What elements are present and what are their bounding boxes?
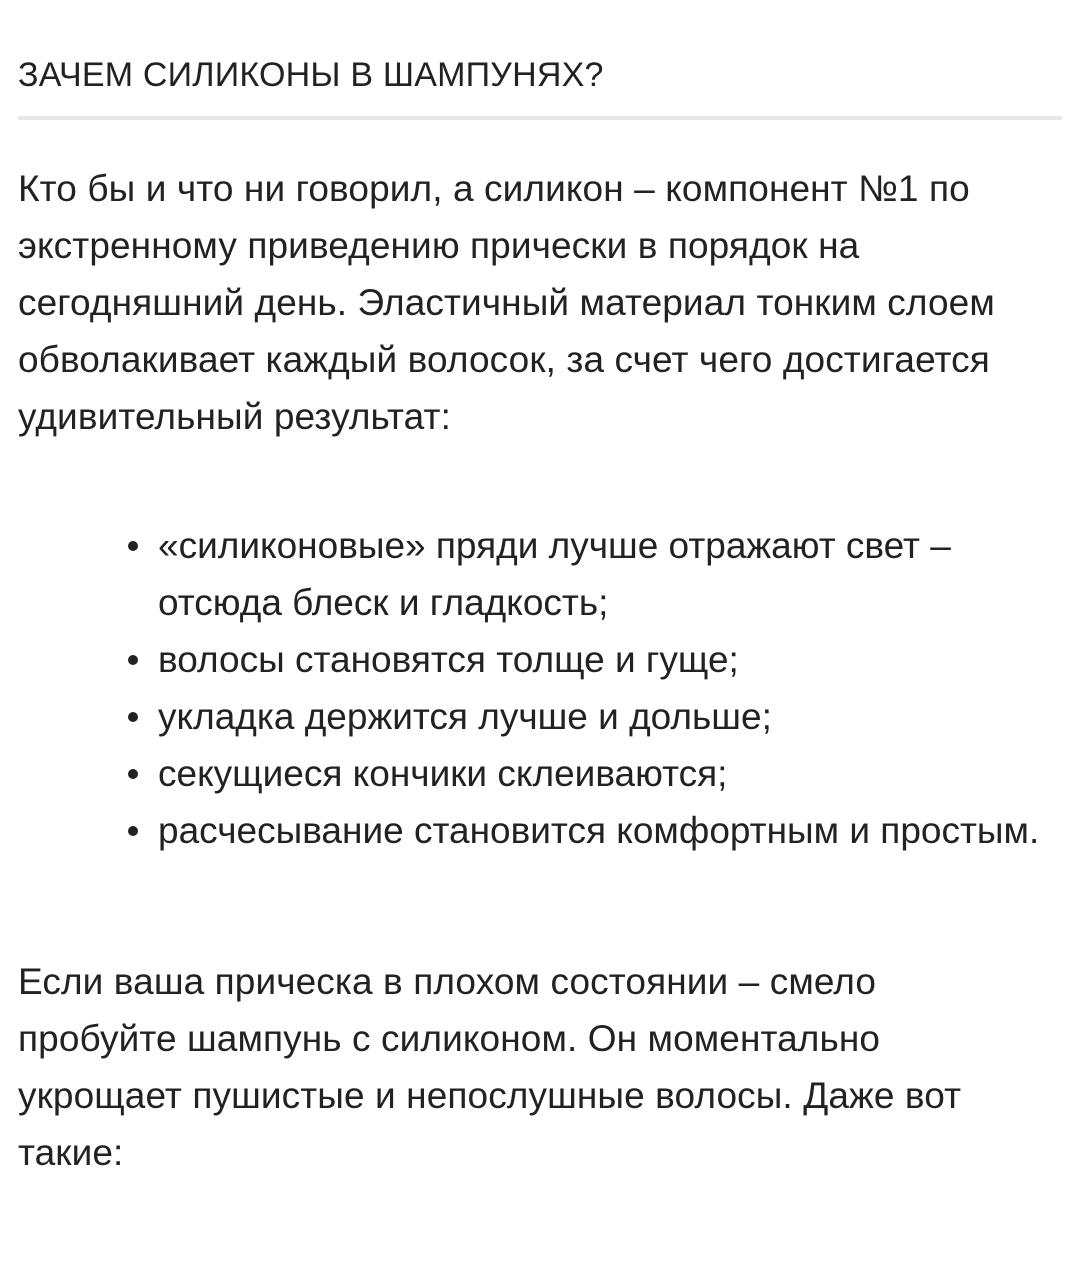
bullet-icon (128, 541, 138, 551)
list-item-text: расчесывание становится комфортным и простым. (158, 810, 1040, 851)
bullet-icon (128, 826, 138, 836)
intro-paragraph: Кто бы и что ни говорил, а силикон – компонент №1 по экстренному приведению прически в порядок на сегодняшний день. Эластичный материал тонким слоем обволакивает каждый волосок, за счет чего достигается удивительный результат: (18, 168, 995, 437)
list-item-text: «силиконовые» пряди лучше отражают свет – отсюда блеск и гладкость; (158, 525, 951, 623)
bullet-icon (128, 712, 138, 722)
list-item (158, 688, 1062, 745)
outro-paragraph: Если ваша прическа в плохом состоянии – смело пробуйте шампунь с силиконом. Он моментально укрощает пушистые и непослушные волосы. Даже вот такие: (18, 961, 962, 1173)
list-item-text: волосы становятся толще и гуще; (158, 639, 739, 680)
title-divider (18, 116, 1062, 120)
list-item (158, 517, 1062, 631)
list-item (158, 802, 1062, 859)
benefits-list (18, 517, 1062, 859)
article-title: ЗАЧЕМ СИЛИКОНЫ В ШАМПУНЯХ? (18, 56, 604, 94)
bullet-icon (128, 769, 138, 779)
list-item (158, 631, 1062, 688)
list-item-text: укладка держится лучше и дольше; (158, 696, 772, 737)
list-item-text: секущиеся кончики склеиваются; (158, 753, 728, 794)
bullet-icon (128, 655, 138, 665)
list-item (158, 745, 1062, 802)
